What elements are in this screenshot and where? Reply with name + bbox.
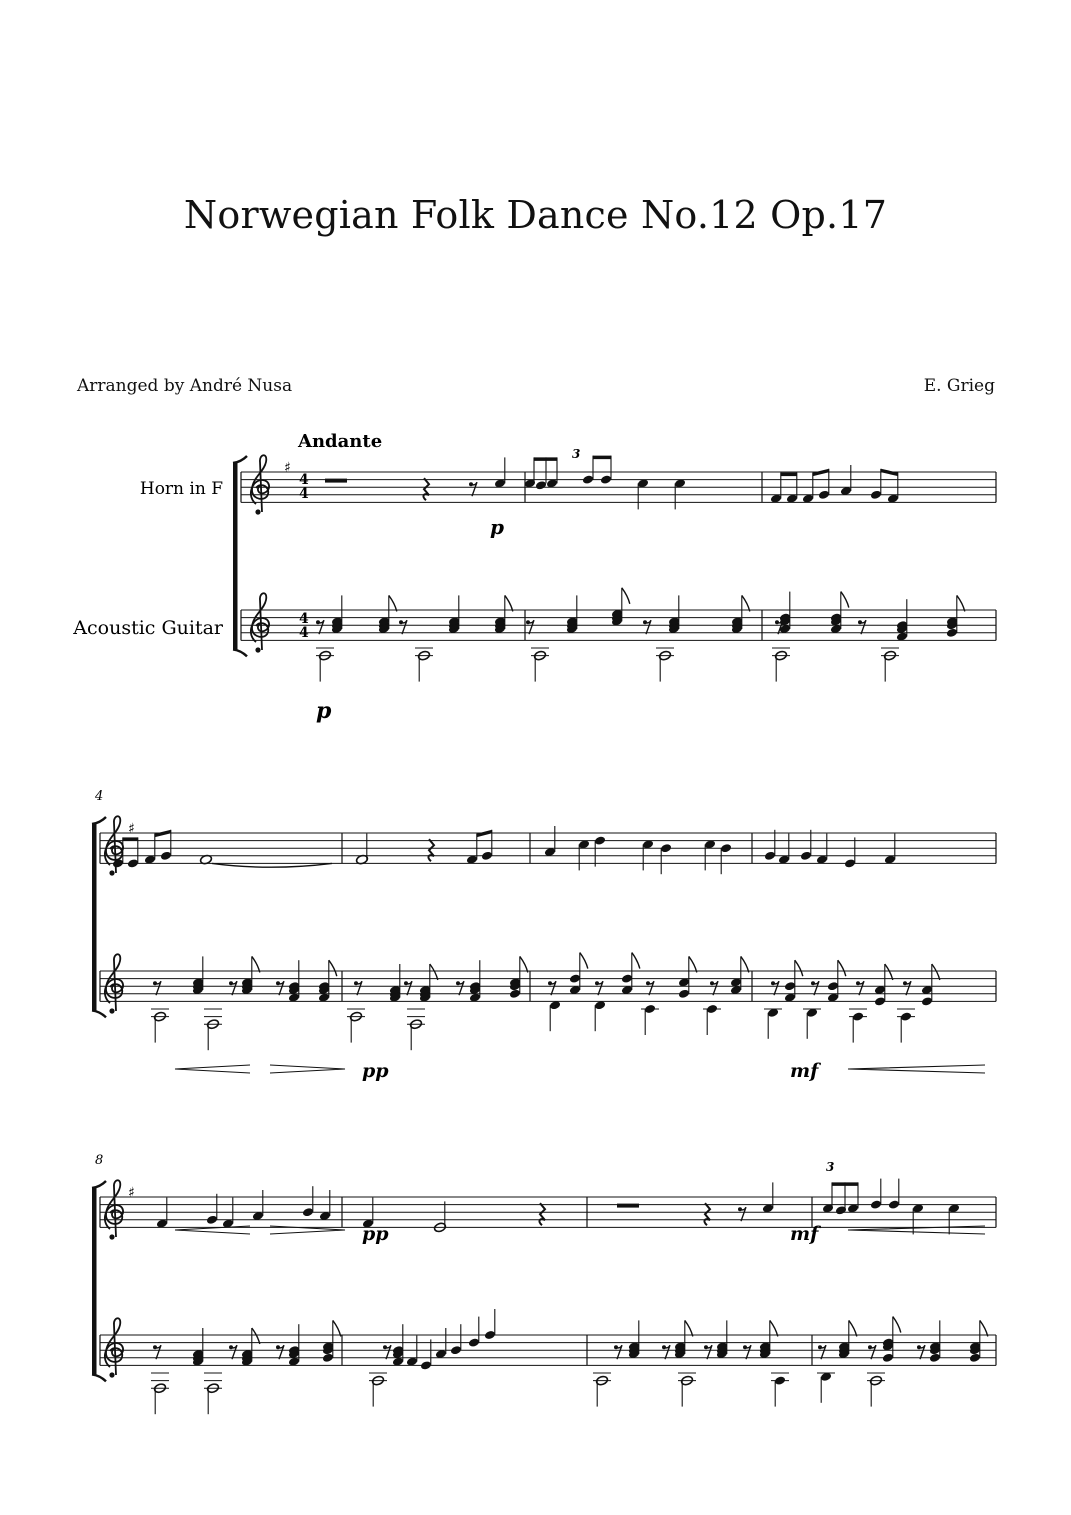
bracket-bottom-hook: [92, 1010, 106, 1017]
treble-clef-icon: [105, 1318, 123, 1377]
time-sig-top-horn: 4: [299, 472, 309, 488]
measure-number-4: 4: [95, 789, 104, 804]
horn-label: Horn in F: [139, 479, 223, 499]
system-bracket: [92, 824, 97, 1010]
eighth-rest: [643, 620, 651, 634]
eighth-rest: [818, 1345, 826, 1359]
bracket-bottom-hook: [92, 1374, 106, 1381]
beam: [781, 473, 797, 477]
note-head: [535, 480, 547, 490]
treble-clef-icon: [251, 455, 269, 514]
time-sig-bottom-guitar: 4: [299, 625, 309, 641]
dynamic-p-guitar: p: [316, 698, 332, 724]
composer-credit: E. Grieg: [923, 376, 995, 396]
quarter-rest: [428, 839, 434, 861]
eighth-rest: [858, 620, 866, 634]
bracket-bottom-hook: [233, 649, 247, 656]
eighth-rest: [710, 981, 718, 995]
quarter-rest: [704, 1203, 710, 1225]
note-flag: [849, 1320, 857, 1336]
note-flag: [770, 1320, 778, 1336]
eighth-rest: [276, 1345, 284, 1359]
note-flag: [685, 1320, 693, 1336]
treble-clef-icon: [251, 593, 269, 652]
note-head: [600, 474, 612, 484]
treble-clef-icon: [105, 816, 123, 875]
measure-number-8: 8: [95, 1153, 104, 1168]
eighth-rest: [229, 1345, 237, 1359]
system-brackets: [92, 456, 247, 1381]
half-rest: [617, 1204, 639, 1208]
eighth-rest: [856, 981, 864, 995]
notes-layer: [112, 456, 988, 1415]
arranger-credit: Arranged by André Nusa: [77, 376, 293, 396]
eighth-rest: [526, 620, 534, 634]
eighth-rest: [595, 981, 603, 995]
beam: [123, 837, 138, 841]
eighth-rest: [903, 981, 911, 995]
dynamic-mf-horn: mf: [790, 1223, 819, 1245]
eighth-rest: [456, 981, 464, 995]
eighth-rest: [153, 981, 161, 995]
note-flag: [520, 956, 528, 972]
tuplet-mark-1: 3: [572, 447, 581, 461]
dynamic-mf-guitar: mf: [790, 1060, 819, 1082]
note-head: [582, 474, 594, 484]
note-flag: [980, 1320, 988, 1336]
guitar-label: Acoustic Guitar: [73, 617, 223, 639]
note-flag: [580, 953, 588, 969]
note-flag: [252, 1328, 260, 1344]
time-sig-top-guitar: 4: [299, 611, 309, 627]
note-flag: [389, 595, 397, 611]
key-signature-horn-3: ♯: [128, 1185, 135, 1201]
hairpin-cresc-guitar-2: [848, 1065, 985, 1073]
bracket-top-hook: [92, 817, 106, 824]
half-rest: [325, 479, 347, 483]
eighth-rest: [316, 620, 324, 634]
beam: [155, 830, 171, 837]
eighth-rest: [743, 1345, 751, 1359]
eighth-rest: [469, 482, 477, 496]
eighth-rest: [704, 1345, 712, 1359]
eighth-rest: [548, 981, 556, 995]
quarter-rest: [423, 478, 429, 500]
note-flag: [957, 595, 965, 611]
eighth-rest: [229, 981, 237, 995]
system-bracket: [233, 463, 238, 649]
beam: [593, 456, 611, 460]
note-flag: [838, 960, 846, 976]
key-signature-horn-1: ♯: [284, 460, 291, 476]
note-flag: [885, 964, 893, 980]
eighth-rest: [614, 1345, 622, 1359]
eighth-rest: [662, 1345, 670, 1359]
system-bracket: [92, 1188, 97, 1374]
eighth-rest: [917, 1345, 925, 1359]
note-flag: [632, 953, 640, 969]
note-flag: [741, 956, 749, 972]
beam: [881, 469, 898, 476]
tie: [212, 863, 332, 867]
time-sig-bottom-horn: 4: [299, 486, 309, 502]
eighth-rest: [404, 981, 412, 995]
note-flag: [329, 960, 337, 976]
key-signature-horn-2: ♯: [128, 821, 135, 837]
eighth-rest: [646, 981, 654, 995]
note-flag: [689, 956, 697, 972]
note-flag: [333, 1320, 341, 1336]
hairpin-cresc-guitar: [175, 1065, 250, 1073]
note-flag: [622, 588, 630, 604]
dynamic-pp-horn: pp: [362, 1223, 389, 1245]
treble-clef-icon: [105, 954, 123, 1013]
beam: [813, 469, 829, 476]
hairpin-dim-guitar: [270, 1065, 345, 1073]
tempo-marking: Andante: [298, 431, 383, 452]
eighth-rest: [383, 1345, 391, 1359]
quarter-rest: [539, 1203, 545, 1225]
bracket-top-hook: [92, 1181, 106, 1188]
tuplet-mark-2: 3: [826, 1160, 835, 1174]
score-title: Norwegian Folk Dance No.12 Op.17: [183, 193, 888, 237]
eighth-rest: [399, 620, 407, 634]
dynamic-p-horn: p: [490, 515, 504, 539]
eighth-rest: [868, 1345, 876, 1359]
eighth-rest: [738, 1207, 746, 1221]
eighth-rest: [153, 1345, 161, 1359]
beam: [477, 830, 492, 837]
note-flag: [893, 1317, 901, 1333]
eighth-rest: [811, 981, 819, 995]
note-flag: [932, 964, 940, 980]
treble-clef-icon: [105, 1180, 123, 1239]
eighth-rest: [276, 981, 284, 995]
note-flag: [430, 964, 438, 980]
eighth-rest: [771, 981, 779, 995]
note-flag: [505, 595, 513, 611]
note-flag: [841, 592, 849, 608]
note-flag: [742, 595, 750, 611]
note-flag: [252, 956, 260, 972]
eighth-rest: [354, 981, 362, 995]
bracket-top-hook: [233, 456, 247, 463]
dynamic-pp-guitar: pp: [362, 1060, 389, 1082]
note-flag: [795, 960, 803, 976]
hairpins: [175, 1065, 985, 1234]
